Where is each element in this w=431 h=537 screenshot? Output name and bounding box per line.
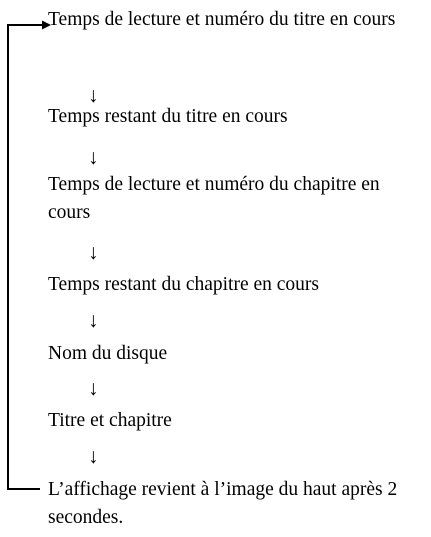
- step-chapter-elapsed: Temps de lecture et numéro du chapitre en cours: [48, 174, 380, 223]
- down-arrow-icon: ↓: [88, 444, 99, 468]
- down-arrow-icon: ↓: [88, 308, 99, 332]
- step-disc-name: Nom du disque: [48, 343, 168, 364]
- down-arrow-icon: ↓: [88, 240, 99, 264]
- down-arrow-icon: ↓: [88, 145, 99, 169]
- step-title-and-chapter: Titre et chapitre: [48, 410, 172, 431]
- step-chapter-remaining: Temps restant du chapitre en cours: [48, 274, 320, 295]
- down-arrow-icon: ↓: [88, 376, 99, 400]
- step-return-note: L’affichage revient à l’image du haut après 2 secondes.: [48, 479, 398, 528]
- down-arrow-icon: ↓: [88, 83, 99, 107]
- step-title-remaining: Temps restant du titre en cours: [48, 106, 288, 127]
- step-title-elapsed: Temps de lecture et numéro du titre en cours: [48, 9, 396, 30]
